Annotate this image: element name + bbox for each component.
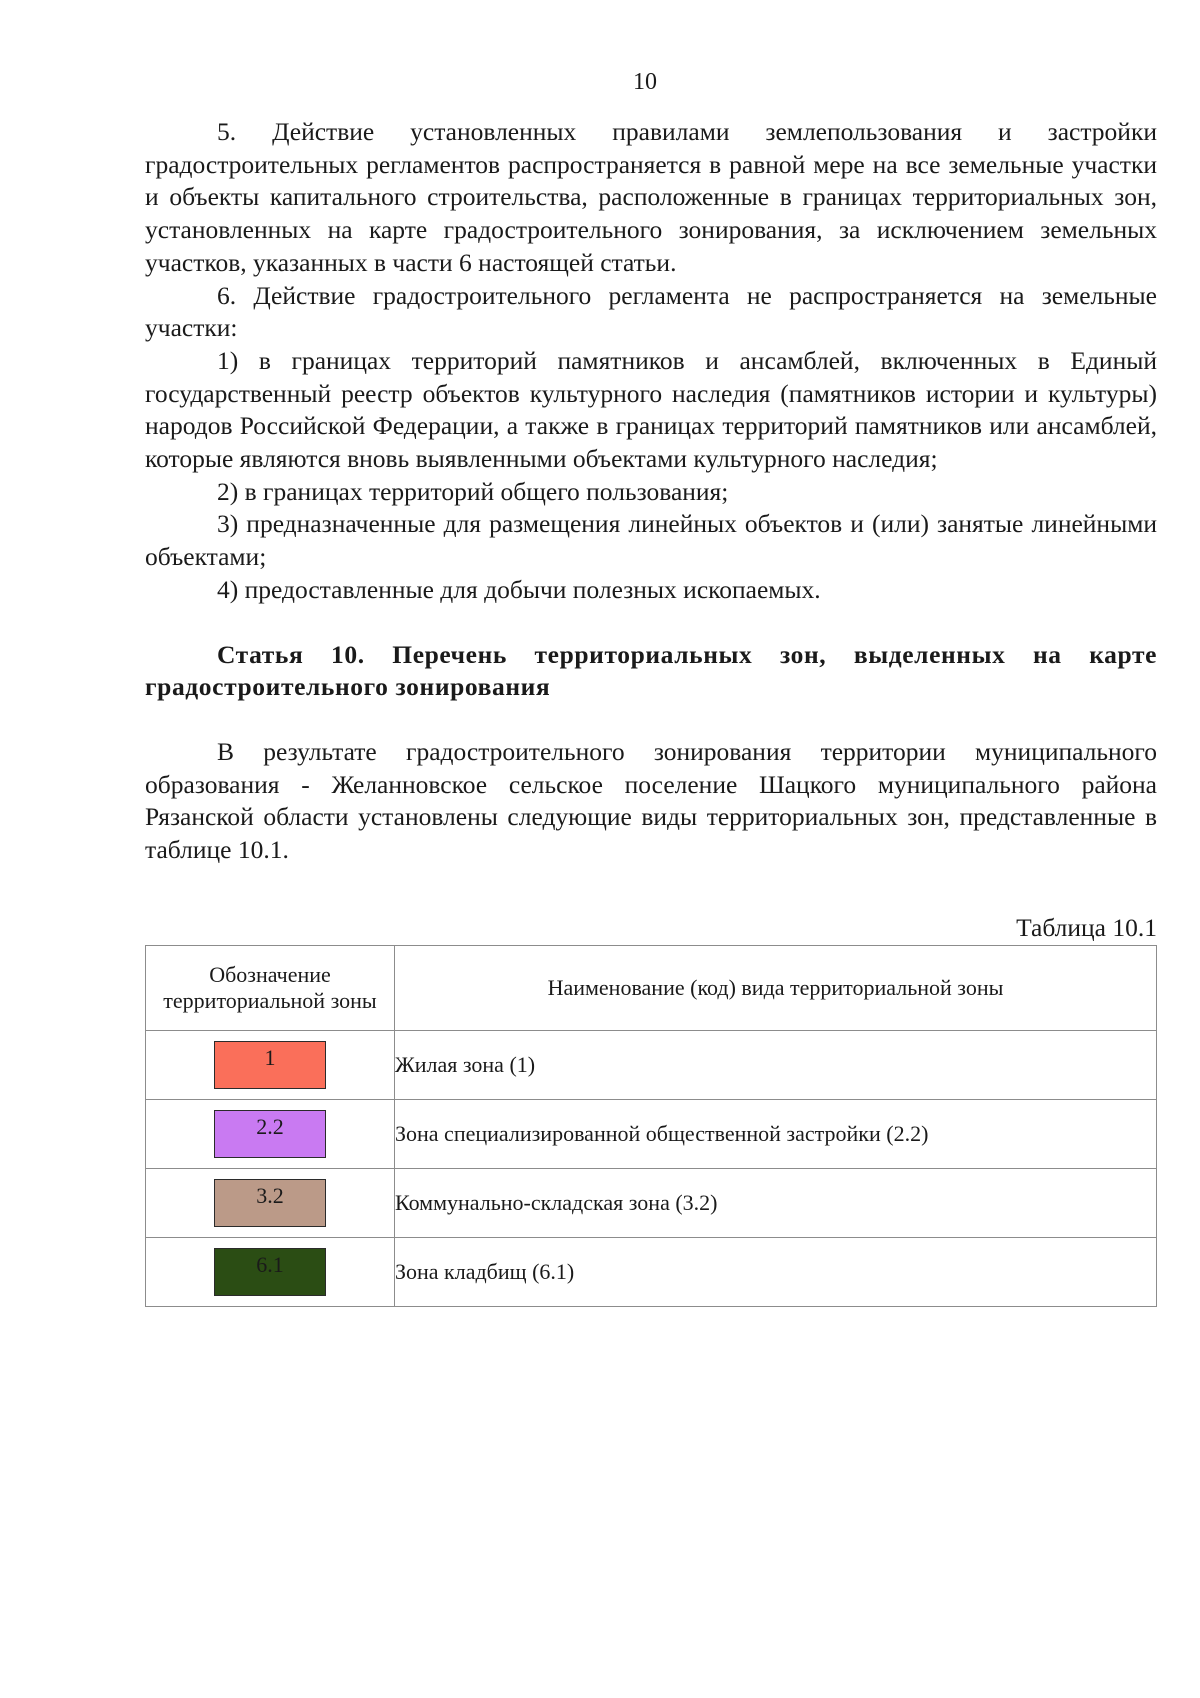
header-zone-code: Обозначение территориальной зоны [146, 945, 395, 1030]
zone-name-cell: Коммунально-складская зона (3.2) [395, 1168, 1157, 1237]
list-item-1: 1) в границах территорий памятников и ансамблей, включенных в Единый государственный реестр объектов культурного наследия (памятников истории и культуры) народов Российской Федерации, а также в границах территорий памятников или ансамблей, которые являются вновь выявленными объектами культурного наследия; [145, 345, 1157, 474]
article-intro: В результате градостроительного зонирования территории муниципального образования - Желанновское сельское поселение Шацкого муниципального района Рязанской области установлены следующие виды территориальных зон, представленные в таблице 10.1. [145, 736, 1157, 865]
zone-code-cell [146, 1099, 395, 1168]
zone-color-swatch: 1 [214, 1041, 326, 1089]
header-zone-name: Наименование (код) вида территориальной зоны [395, 945, 1157, 1030]
page-number: 10 [633, 69, 657, 95]
list-item-3: 3) предназначенные для размещения линейных объектов и (или) занятые линейными объектами; [145, 509, 1157, 572]
zone-code-cell [146, 1030, 395, 1099]
document-body [145, 116, 1157, 1307]
zone-code-cell [146, 1237, 395, 1306]
table-header-row [146, 945, 1157, 1030]
paragraph-6: 6. Действие градостроительного регламента не распространяется на земельные участки: [145, 280, 1157, 343]
zones-table [145, 945, 1157, 1307]
zone-name-cell: Зона специализированной общественной застройки (2.2) [395, 1099, 1157, 1168]
table-row [146, 1030, 1157, 1099]
paragraph-5: 5. Действие установленных правилами землепользования и застройки градостроительных регламентов распространяется в равной мере на все земельные участки и объекты капитального строительства, расположенные в границах территориальных зон, установленных на карте градостроительного зонирования, за исключением земельных участков, указанных в части 6 настоящей статьи. [145, 117, 1157, 277]
zone-name-cell: Жилая зона (1) [395, 1030, 1157, 1099]
list-item-2: 2) в границах территорий общего пользования; [217, 476, 729, 506]
table-row [146, 1168, 1157, 1237]
table-row [146, 1237, 1157, 1306]
zone-name-cell: Зона кладбищ (6.1) [395, 1237, 1157, 1306]
table-caption: Таблица 10.1 [1016, 912, 1157, 942]
list-item-4: 4) предоставленные для добычи полезных ископаемых. [217, 574, 821, 604]
zone-color-swatch: 2.2 [214, 1110, 326, 1158]
zone-color-swatch: 3.2 [214, 1179, 326, 1227]
zone-code-cell [146, 1168, 395, 1237]
article-heading: Статья 10. Перечень территориальных зон, выделенных на карте градостроительного зонирования [145, 639, 1157, 702]
zone-color-swatch: 6.1 [214, 1248, 326, 1296]
table-row [146, 1099, 1157, 1168]
